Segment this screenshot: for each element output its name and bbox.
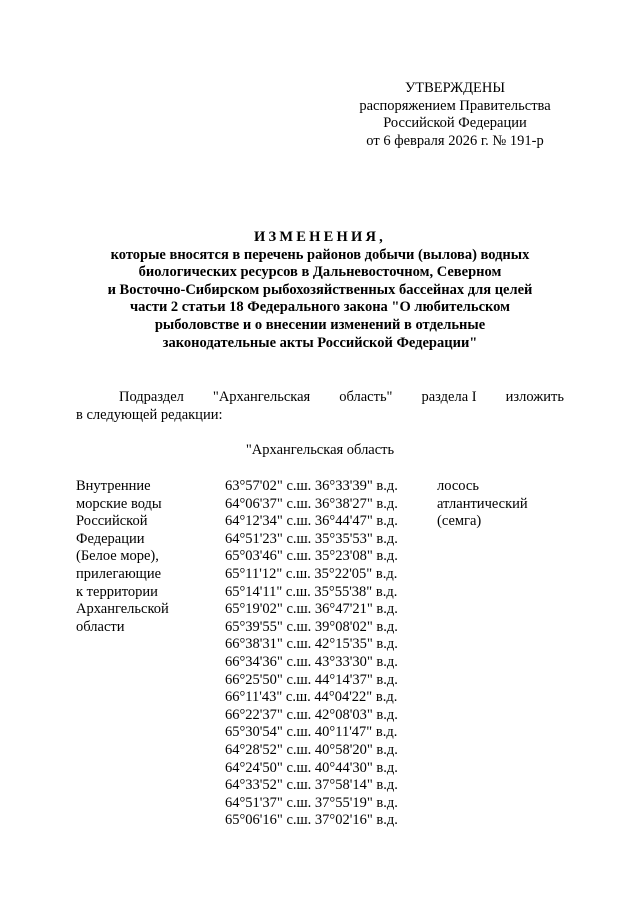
heading-line: законодательные акты Российской Федерации" xyxy=(162,334,478,351)
species-line: атлантический xyxy=(437,495,528,512)
species-cell xyxy=(437,478,567,531)
coordinate-point: 66°11'43" с.ш. 44°04'22" в.д. xyxy=(225,689,398,706)
water-body-line: области xyxy=(76,618,125,635)
approval-issuer: распоряжением Правительства xyxy=(359,97,551,114)
coordinate-point: 66°34'36" с.ш. 43°33'30" в.д. xyxy=(225,653,398,670)
heading-line: части 2 статьи 18 Федерального закона "О любительском xyxy=(129,299,511,316)
intro-second-line: в следующей редакции: xyxy=(76,406,223,423)
intro-word: "Архангельская xyxy=(212,389,311,405)
section-title: "Архангельская область xyxy=(245,442,395,458)
coordinates-cell xyxy=(225,478,415,830)
coordinate-point: 65°14'11" с.ш. 35°55'38" в.д. xyxy=(225,583,398,600)
heading-line: рыболовстве и о внесении изменений в отдельные xyxy=(154,316,486,333)
coordinate-point: 65°03'46" с.ш. 35°23'08" в.д. xyxy=(225,548,398,565)
water-body-line: прилегающие xyxy=(76,565,162,582)
species-line: (семга) xyxy=(437,513,482,530)
water-body-line: Российской xyxy=(76,513,148,530)
coordinate-point: 65°30'54" с.ш. 40°11'47" в.д. xyxy=(225,724,398,741)
document-heading xyxy=(60,229,580,352)
water-body-line: к территории xyxy=(76,583,158,600)
intro-paragraph xyxy=(76,389,564,424)
heading-line: которые вносятся в перечень районов добычи (вылова) водных xyxy=(110,246,530,263)
approval-authority: Российской Федерации xyxy=(383,115,527,132)
water-body-line: Внутренние xyxy=(76,478,151,494)
coordinate-point: 64°24'50" с.ш. 40°44'30" в.д. xyxy=(225,759,398,776)
approval-stamp xyxy=(340,80,570,150)
approval-status: УТВЕРЖДЕНЫ xyxy=(404,80,506,96)
heading-line: биологических ресурсов в Дальневосточном, Северном xyxy=(138,264,502,281)
intro-word: изложить xyxy=(505,389,564,405)
coordinate-point: 64°12'34" с.ш. 36°44'47" в.д. xyxy=(225,513,398,530)
water-body-line: Федерации xyxy=(76,530,145,547)
intro-word: раздела I xyxy=(421,389,477,405)
coordinate-point: 66°38'31" с.ш. 42°15'35" в.д. xyxy=(225,636,398,653)
water-body-cell xyxy=(76,478,216,636)
species-line: лосось xyxy=(437,478,479,494)
coordinate-point: 64°51'37" с.ш. 37°55'19" в.д. xyxy=(225,794,398,811)
water-body-line: Архангельской xyxy=(76,601,169,618)
coordinate-point: 64°28'52" с.ш. 40°58'20" в.д. xyxy=(225,741,398,758)
intro-first-line xyxy=(76,389,564,407)
coordinate-point: 64°33'52" с.ш. 37°58'14" в.д. xyxy=(225,777,398,794)
coordinate-point: 64°06'37" с.ш. 36°38'27" в.д. xyxy=(225,495,398,512)
water-body-line: морские воды xyxy=(76,495,162,512)
approval-date-number: от 6 февраля 2026 г. № 191-р xyxy=(366,132,544,149)
coordinate-point: 65°06'16" с.ш. 37°02'16" в.д. xyxy=(225,812,398,829)
intro-word: область" xyxy=(339,389,393,405)
document-title: ИЗМЕНЕНИЯ, xyxy=(254,229,386,245)
coordinate-point: 66°25'50" с.ш. 44°14'37" в.д. xyxy=(225,671,398,688)
intro-word: Подраздел xyxy=(119,389,184,405)
coordinate-point: 66°22'37" с.ш. 42°08'03" в.д. xyxy=(225,706,398,723)
coordinate-point: 64°51'23" с.ш. 35°35'53" в.д. xyxy=(225,530,398,547)
heading-line: и Восточно-Сибирском рыбохозяйственных бассейнах для целей xyxy=(107,281,533,298)
coordinate-point: 65°39'55" с.ш. 39°08'02" в.д. xyxy=(225,618,398,635)
water-body-line: (Белое море), xyxy=(76,548,159,565)
coordinate-point: 65°11'12" с.ш. 35°22'05" в.д. xyxy=(225,565,398,582)
coordinate-point: 65°19'02" с.ш. 36°47'21" в.д. xyxy=(225,601,398,618)
coordinate-point: 63°57'02" с.ш. 36°33'39" в.д. xyxy=(225,478,398,494)
